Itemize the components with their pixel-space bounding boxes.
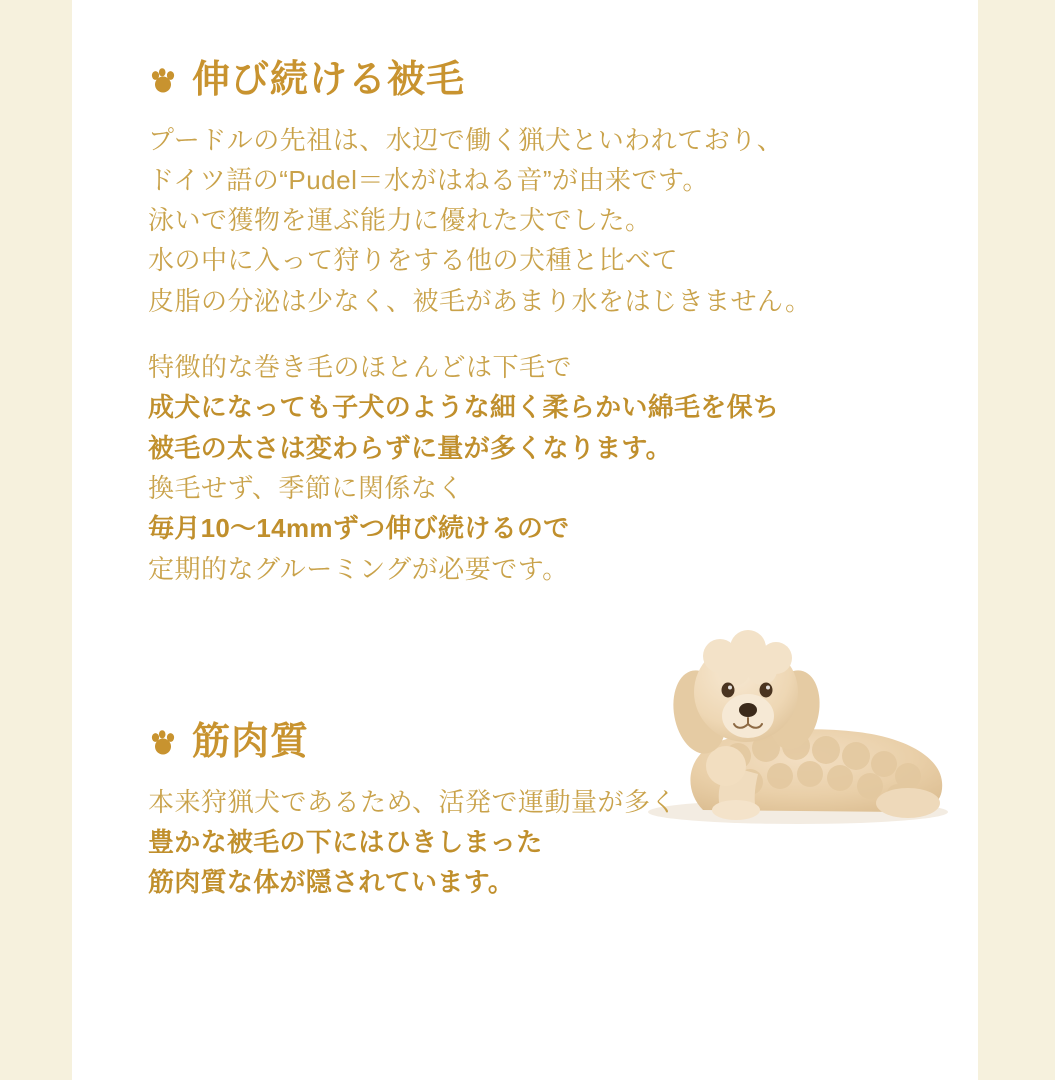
section-heading-text: 筋肉質 [192, 721, 310, 763]
paragraph-block-2 [148, 347, 958, 589]
text-line-bold: 筋肉質な体が隠されています。 [148, 867, 515, 898]
text-line: 皮脂の分泌は少なく、被毛があまり水をはじきません。 [148, 285, 812, 316]
text-line: 泳いで獲物を運ぶ能力に優れた犬でした。 [148, 205, 652, 236]
text-line-bold: 豊かな被毛の下にはひきしまった [148, 826, 543, 857]
paw-icon [148, 728, 178, 758]
text-line-bold: 被毛の太さは変わらずに量が多くなります。 [148, 432, 672, 463]
section-muscular [148, 720, 958, 902]
paragraph-spacer [148, 321, 958, 347]
paragraph-block-1 [148, 120, 958, 321]
section-heading-coat [148, 58, 958, 104]
paw-icon [148, 66, 178, 96]
content-sheet [72, 0, 978, 1080]
text-line: ドイツ語の“Pudel＝水がはねる音”が由来です。 [148, 164, 709, 195]
section-heading-text: 伸び続ける被毛 [192, 59, 466, 101]
section-heading-muscular [148, 720, 958, 766]
paragraph-block-3 [148, 782, 958, 903]
text-line: 本来狩猟犬であるため、活発で運動量が多く [148, 786, 677, 817]
text-line-bold: 成犬になっても子犬のような細く柔らかい綿毛を保ち [148, 392, 780, 423]
text-line: 特徴的な巻き毛のほとんどは下毛で [148, 352, 573, 383]
text-line: プードルの先祖は、水辺で働く猟犬といわれており、 [148, 124, 784, 155]
text-line: 換毛せず、季節に関係なく [148, 472, 464, 503]
text-line: 定期的なグルーミングが必要です。 [148, 553, 569, 584]
text-line: 水の中に入って狩りをする他の犬種と比べて [148, 245, 679, 276]
text-line-bold: 毎月10〜14mmずつ伸び続けるので [148, 513, 570, 544]
section-coat [148, 58, 958, 589]
